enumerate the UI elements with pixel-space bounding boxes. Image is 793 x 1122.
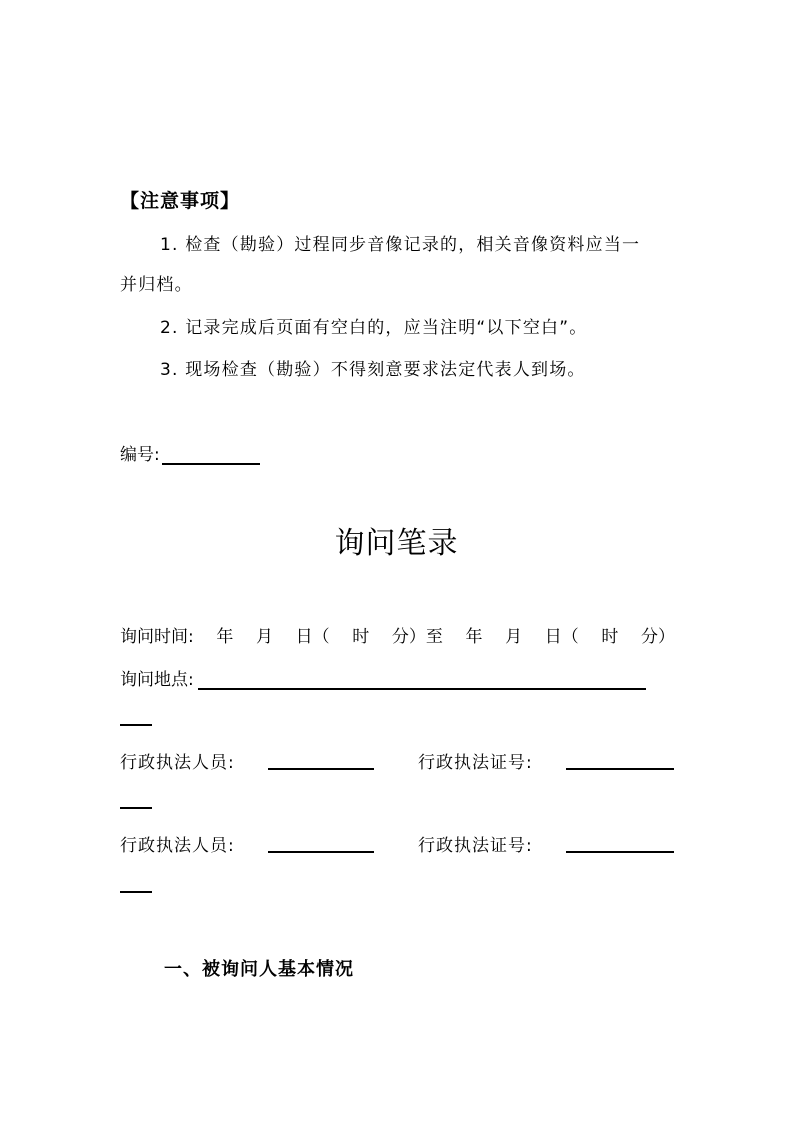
- serial-number-label: 编号:: [120, 445, 160, 465]
- cert-number-blank-continued[interactable]: [120, 891, 152, 893]
- time-part: 时: [601, 627, 619, 647]
- time-part: 日（: [544, 627, 579, 647]
- time-part: 分）: [640, 627, 675, 647]
- time-part: 时: [352, 627, 370, 647]
- cert-number-label: 行政执法证号:: [418, 753, 533, 773]
- notice-item-1: 1. 检查（勘验）过程同步音像记录的，相关音像资料应当一: [160, 235, 641, 255]
- notice-item-3: 3. 现场检查（勘验）不得刻意要求法定代表人到场。: [160, 360, 586, 380]
- officer-row-2: [120, 831, 675, 856]
- time-part: 分）至: [391, 627, 443, 647]
- officer-row-1: [120, 748, 675, 773]
- notice-item-2: 2. 记录完成后页面有空白的，应当注明“以下空白”。: [160, 318, 588, 338]
- officer-label: 行政执法人员:: [120, 836, 235, 856]
- cert-number-blank[interactable]: [566, 748, 674, 770]
- time-part: 月: [505, 627, 523, 647]
- serial-number-field: [120, 440, 260, 465]
- inquiry-place-label: 询问地点:: [120, 670, 194, 690]
- notice-title: 【注意事项】: [120, 190, 241, 212]
- officer-label: 行政执法人员:: [120, 753, 235, 773]
- time-part: 年: [465, 627, 483, 647]
- inquiry-time-row: [120, 622, 675, 647]
- document-title: 询问笔录: [334, 526, 459, 561]
- inquiry-place-blank-continued[interactable]: [120, 724, 152, 726]
- inquiry-time-label: 询问时间:: [120, 627, 194, 647]
- inquiry-place-row: [120, 665, 646, 690]
- serial-number-blank[interactable]: [162, 445, 260, 465]
- time-part: 日（: [295, 627, 330, 647]
- cert-number-label: 行政执法证号:: [418, 836, 533, 856]
- inquiry-place-blank[interactable]: [198, 668, 646, 690]
- time-part: 月: [255, 627, 273, 647]
- cert-number-blank[interactable]: [566, 831, 674, 853]
- notice-item-1-continued: 并归档。: [120, 275, 193, 295]
- cert-number-blank-continued[interactable]: [120, 807, 152, 809]
- time-part: 年: [216, 627, 234, 647]
- section-heading: 一、被询问人基本情况: [164, 959, 354, 980]
- officer-name-blank[interactable]: [268, 831, 374, 853]
- officer-name-blank[interactable]: [268, 748, 374, 770]
